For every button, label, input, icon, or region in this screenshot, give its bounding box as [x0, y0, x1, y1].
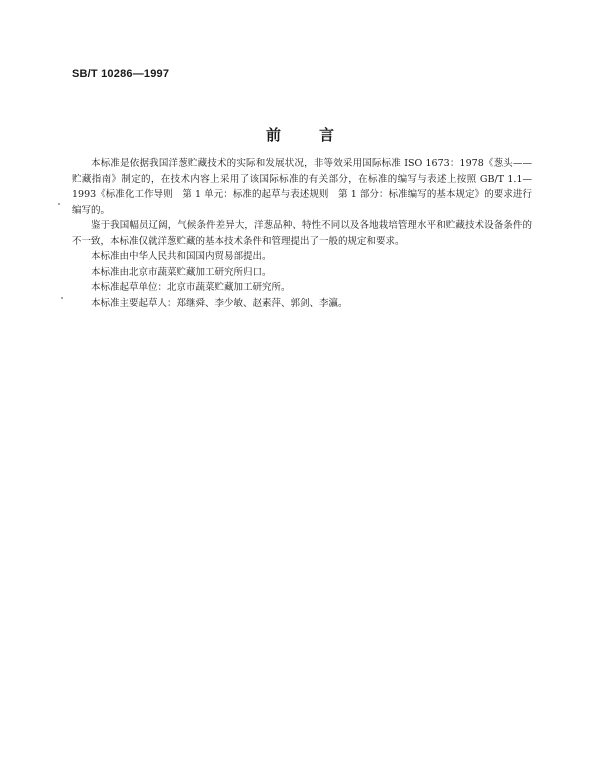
standard-code: SB/T 10286—1997	[72, 68, 170, 80]
paragraph-basis: 本标准是依据我国洋葱贮藏技术的实际和发展状况，非等效采用国际标准 ISO 1673：1978《葱头——贮藏指南》制定的，在技术内容上采用了该国际标准的有关部分，在标准的编写与表述上按照 GB/T 1.1—1993《标准化工作导则 第 1 单元：标准的起草与表述规则 第 1 部分：标准编写的基本规定》的要求进行编写的。	[72, 158, 532, 216]
paragraph-drafting-unit: 本标准起草单位：北京市蔬菜贮藏加工研究所。	[91, 282, 291, 293]
section-title: 前言	[265, 126, 372, 144]
scan-speck	[61, 297, 63, 299]
foreword-body	[72, 156, 532, 311]
paragraph-proposer: 本标准由中华人民共和国国内贸易部提出。	[91, 251, 272, 262]
scan-speck	[58, 203, 60, 205]
paragraph-drafters: 本标准主要起草人：郑继舜、李少敏、赵素萍、郭剑、李瀛。	[91, 297, 348, 309]
paragraph-administrator: 本标准由北京市蔬菜贮藏加工研究所归口。	[91, 266, 272, 278]
paragraph-scope: 鉴于我国幅员辽阔，气候条件差异大，洋葱品种、特性不同以及各地栽培管理水平和贮藏技术设备条件的不一致，本标准仅就洋葱贮藏的基本技术条件和管理提出了一般的规定和要求。	[72, 220, 532, 247]
